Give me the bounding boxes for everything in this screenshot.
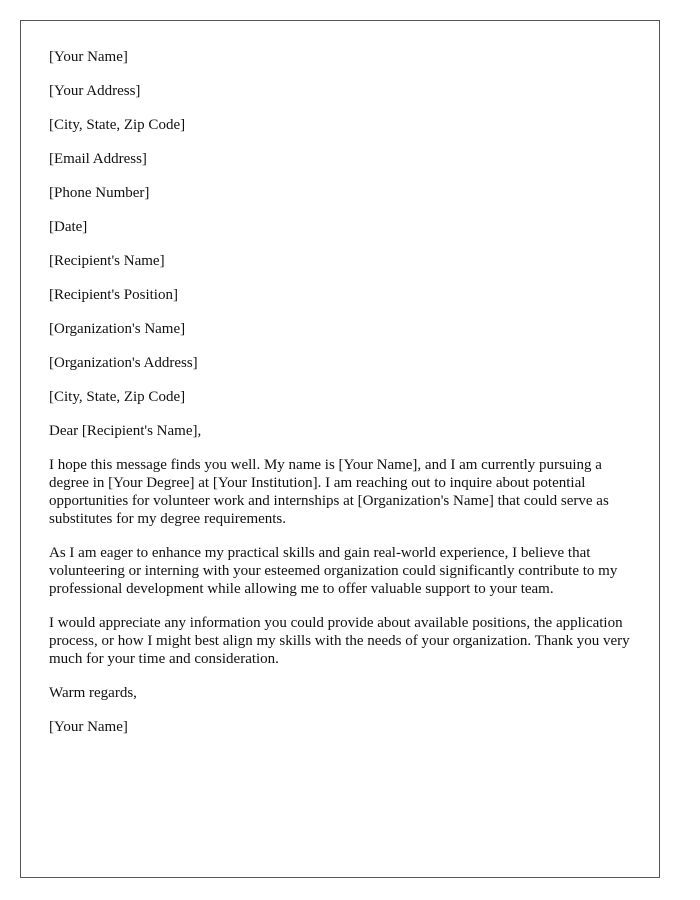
closing: Warm regards, [49,685,137,701]
sender-city-state-zip: [City, State, Zip Code] [49,117,186,133]
body-paragraph: I would appreciate any information you could provide about available positions, the application process, or how I might best align my skills with the needs of your organization. Thank you very much for your time and consideration. [49,615,630,667]
signature: [Your Name] [49,719,128,735]
sender-address: [Your Address] [49,83,141,99]
letter-content [49,48,639,752]
sender-email: [Email Address] [49,151,147,167]
body-paragraph: As I am eager to enhance my practical skills and gain real-world experience, I believe that volunteering or interning with your esteemed organization could significantly contribute to my professional development while allowing me to offer valuable support to your team. [49,545,618,597]
recipient-city-state-zip: [City, State, Zip Code] [49,389,186,405]
recipient-organization: [Organization's Name] [49,321,186,337]
letter-date: [Date] [49,219,88,235]
recipient-organization-address: [Organization's Address] [49,355,198,371]
recipient-name: [Recipient's Name] [49,253,165,269]
body-paragraph: I hope this message finds you well. My name is [Your Name], and I am currently pursuing a degree in [Your Degree] at [Your Institution]. I am reaching out to inquire about potential opportunities for volunteer work and internships at [Organization's Name] that could serve as substitutes for my degree requirements. [49,457,609,527]
letter-page [20,20,660,878]
recipient-position: [Recipient's Position] [49,287,178,303]
sender-phone: [Phone Number] [49,185,150,201]
salutation: Dear [Recipient's Name], [49,423,202,439]
sender-name: [Your Name] [49,49,128,65]
